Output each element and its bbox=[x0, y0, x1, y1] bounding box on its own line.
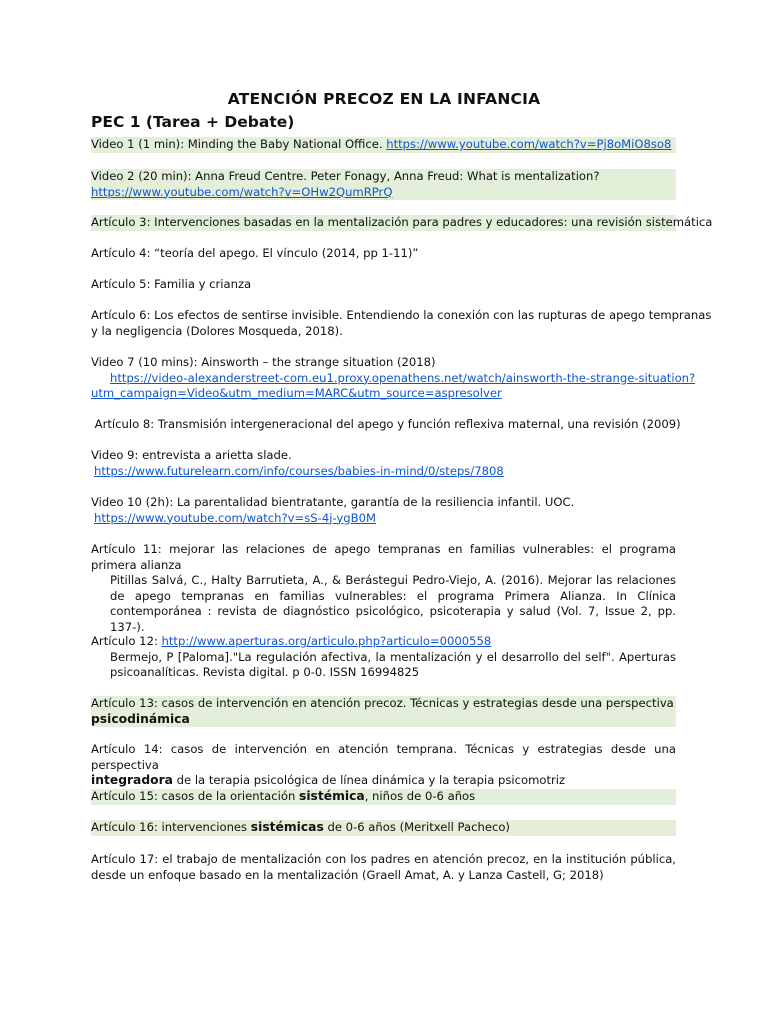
item-video-1 bbox=[91, 137, 676, 153]
item-article-6-line-2: y la negligencia (Dolores Mosqueda, 2018). bbox=[91, 323, 343, 338]
item-article-4 bbox=[91, 246, 676, 262]
item-article-8-text: Artículo 8: Transmisión intergeneracional del apego y función reflexiva maternal, una revisión (2009) bbox=[91, 417, 681, 431]
item-article-16-tail: de 0-6 años (Meritxell Pacheco) bbox=[323, 820, 510, 834]
item-article-13-text: Artículo 13: casos de intervención en atención precoz. Técnicas y estrategias desde una perspectiva bbox=[91, 696, 674, 710]
item-article-3-text: Artículo 3: Intervenciones basadas en la mentalización para padres y educadores: una revisión sistemática bbox=[91, 215, 713, 229]
item-article-14-text: Artículo 14: casos de intervención en atención temprana. Técnicas y estrategias desde una perspectiva bbox=[91, 742, 676, 772]
video-10-link[interactable]: https://www.youtube.com/watch?v=sS-4j-ygB0M bbox=[94, 510, 376, 525]
item-video-2 bbox=[91, 169, 676, 200]
item-video-9-text: Video 9: entrevista a arietta slade. bbox=[91, 448, 292, 462]
item-article-17-text: Artículo 17: el trabajo de mentalización con los padres en atención precoz, en la institución pública, desde un enfoque basado en la mentalización (Graell Amat, A. y Lanza Castell, G; 2018) bbox=[91, 852, 676, 882]
item-article-15-text: Artículo 15: casos de la orientación bbox=[91, 789, 299, 803]
item-article-14-emphasis: integradora bbox=[91, 773, 173, 787]
item-video-10 bbox=[91, 495, 676, 526]
item-article-6 bbox=[91, 308, 712, 339]
item-article-6-line-1: Artículo 6: Los efectos de sentirse invisible. Entendiendo la conexión con las rupturas de apego tempranas bbox=[91, 308, 712, 322]
item-video-7-text: Video 7 (10 mins): Ainsworth – the strange situation (2018) bbox=[91, 355, 436, 369]
document-title: ATENCIÓN PRECOZ EN LA INFANCIA bbox=[227, 90, 541, 108]
item-article-13 bbox=[91, 696, 676, 727]
item-article-12-text: Artículo 12: bbox=[91, 634, 162, 648]
item-article-12-reference: Bermejo, P [Paloma]."La regulación afectiva, la mentalización y el desarrollo del self". Aperturas psicoanalíticas. Revista digital. p 0-0. ISSN 16994825 bbox=[110, 649, 676, 679]
item-article-4-text: Artículo 4: “teoría del apego. El vínculo (2014, pp 1-11)” bbox=[91, 246, 419, 260]
item-article-16-emphasis: sistémicas bbox=[250, 820, 324, 834]
item-article-13-emphasis: psicodinámica bbox=[91, 711, 190, 726]
video-7-link-line-1[interactable]: https://video-alexanderstreet-com.eu1.proxy.openathens.net/watch/ainsworth-the-strange-situation? bbox=[110, 370, 696, 385]
item-article-15-tail: , niños de 0-6 años bbox=[364, 789, 476, 803]
video-2-link[interactable]: https://www.youtube.com/watch?v=OHw2QumRPrQ bbox=[91, 184, 393, 199]
item-article-11-reference: Pitillas Salvá, C., Halty Barrutieta, A., & Berástegui Pedro-Viejo, A. (2016). Mejorar las relaciones de apego tempranas en familias vulnerables: el programa Primera Alianza. In Clínica contemporánea : revista de diagnóstico psicológico, psicoterapia y salud (Vol. 7, Issue 2, pp. 137-). bbox=[110, 573, 676, 634]
item-video-7 bbox=[91, 355, 696, 402]
item-article-11-text: Artículo 11: mejorar las relaciones de apego tempranas en familias vulnerables: el programa primera alianza bbox=[91, 542, 676, 572]
item-video-2-text: Video 2 (20 min): Anna Freud Centre. Peter Fonagy, Anna Freud: What is mentalization? bbox=[91, 169, 600, 183]
item-article-5-text: Artículo 5: Familia y crianza bbox=[91, 277, 252, 291]
item-video-10-text: Video 10 (2h): La parentalidad bientratante, garantía de la resiliencia infantil. UOC. bbox=[91, 495, 575, 509]
video-7-link-line-2[interactable]: utm_campaign=Video&utm_medium=MARC&utm_source=aspresolver bbox=[91, 386, 502, 400]
item-article-15 bbox=[91, 789, 676, 805]
item-video-1-text: Video 1 (1 min): Minding the Baby National Office. https://www.youtube.com/watch?v=Pj8oMiO8so8 bbox=[91, 137, 676, 153]
section-heading: PEC 1 (Tarea + Debate) bbox=[91, 113, 295, 131]
item-article-16-text: Artículo 16: intervenciones bbox=[91, 820, 251, 834]
item-article-5 bbox=[91, 277, 676, 293]
item-article-17 bbox=[91, 852, 676, 883]
item-article-14-tail: de la terapia psicológica de línea dinámica y la terapia psicomotriz bbox=[172, 773, 566, 787]
item-article-15-emphasis: sistémica bbox=[299, 789, 365, 803]
article-12-link[interactable]: http://www.aperturas.org/articulo.php?articulo=0000558 bbox=[161, 634, 492, 648]
item-article-16 bbox=[91, 820, 676, 836]
video-1-link[interactable]: https://www.youtube.com/watch?v=Pj8oMiO8so8 bbox=[386, 137, 672, 151]
item-article-12 bbox=[91, 634, 676, 681]
video-9-link[interactable]: https://www.futurelearn.com/info/courses/babies-in-mind/0/steps/7808 bbox=[94, 463, 504, 478]
item-video-9 bbox=[91, 448, 676, 479]
item-article-11 bbox=[91, 542, 676, 635]
item-article-14 bbox=[91, 742, 676, 789]
item-article-3 bbox=[91, 215, 713, 231]
item-article-8 bbox=[91, 417, 681, 433]
